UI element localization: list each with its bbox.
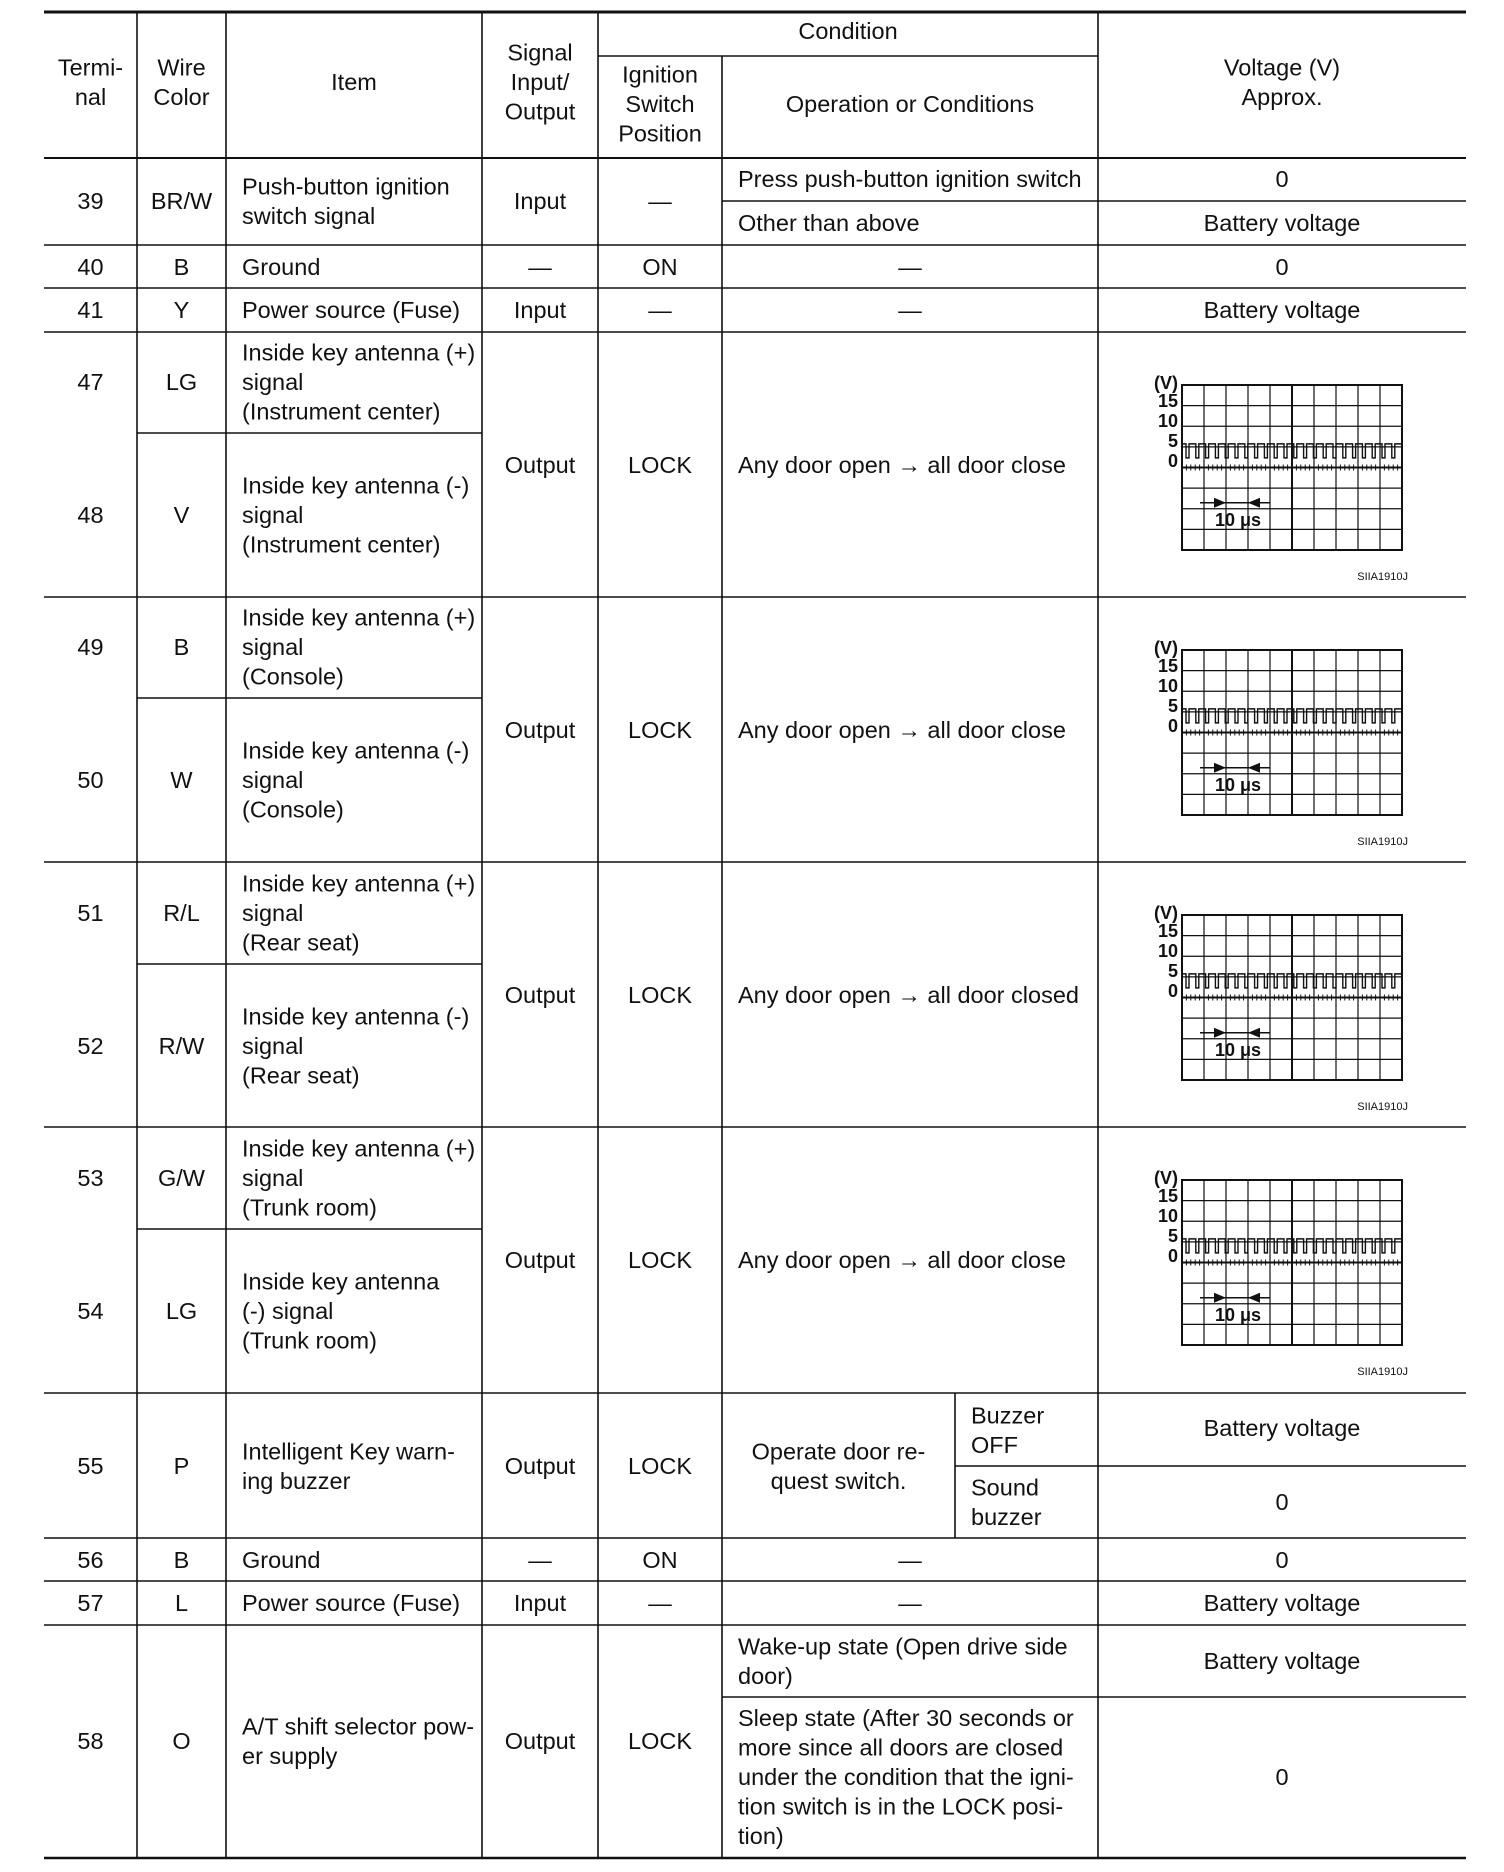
item-cell: A/T shift selector pow- bbox=[242, 1713, 475, 1740]
operation-cell: — bbox=[898, 1547, 922, 1573]
operation-cell: Any door open → all door close bbox=[738, 452, 1066, 478]
item-cell: (Console) bbox=[242, 796, 344, 823]
scope-y-label: 5 bbox=[1167, 696, 1178, 716]
terminal-cell: 57 bbox=[77, 1590, 104, 1616]
item-cell: Inside key antenna (+) bbox=[242, 870, 476, 897]
item-cell: Inside key antenna (-) bbox=[242, 472, 470, 499]
condition-cell: door) bbox=[738, 1662, 793, 1689]
header-ignition: Position bbox=[618, 120, 702, 147]
condition-cell: tion) bbox=[738, 1823, 784, 1849]
item-cell: (Trunk room) bbox=[242, 1327, 377, 1354]
voltage-cell: Battery voltage bbox=[1203, 210, 1361, 236]
item-cell: signal bbox=[242, 900, 304, 926]
terminal-cell: 39 bbox=[77, 188, 104, 214]
header-ignition: Switch bbox=[625, 91, 695, 117]
terminal-cell: 49 bbox=[77, 634, 104, 660]
time-scale-label: 10 μs bbox=[1214, 1304, 1262, 1325]
ignition-cell: ON bbox=[642, 1547, 678, 1573]
scope-y-label: 15 bbox=[1157, 391, 1178, 411]
condition-cell: under the condition that the igni- bbox=[738, 1764, 1074, 1790]
ignition-cell: LOCK bbox=[628, 717, 692, 743]
figure-id: SIIA1910J bbox=[1357, 836, 1408, 848]
header-terminal: Termi- bbox=[57, 54, 124, 81]
item-cell: Inside key antenna (-) bbox=[242, 1003, 470, 1030]
wire-color-cell: L bbox=[174, 1590, 189, 1616]
header-wire-color: Color bbox=[153, 83, 210, 110]
ignition-cell: LOCK bbox=[628, 982, 692, 1008]
waveform-figure bbox=[1154, 638, 1408, 848]
scope-y-label: 0 bbox=[1167, 716, 1178, 736]
scope-y-label: 10 bbox=[1157, 941, 1178, 961]
terminal-cell: 48 bbox=[77, 502, 104, 528]
item-cell: Inside key antenna (-) bbox=[242, 737, 470, 764]
ignition-cell: — bbox=[648, 1590, 672, 1616]
terminal-cell: 41 bbox=[77, 297, 104, 323]
wire-color-cell: W bbox=[170, 767, 193, 793]
item-cell: Intelligent Key warn- bbox=[242, 1438, 455, 1465]
ignition-cell: LOCK bbox=[628, 1247, 692, 1273]
scope-y-label: 15 bbox=[1157, 656, 1178, 676]
item-cell: (Trunk room) bbox=[242, 1194, 377, 1221]
wire-color-cell: LG bbox=[165, 369, 198, 395]
scope-y-label: 10 bbox=[1157, 1206, 1178, 1226]
item-cell: Inside key antenna (+) bbox=[242, 1135, 476, 1162]
item-cell: signal bbox=[242, 502, 304, 528]
scope-y-label: 0 bbox=[1167, 1246, 1178, 1266]
wire-color-cell: G/W bbox=[158, 1165, 205, 1191]
item-cell: signal bbox=[242, 1165, 304, 1191]
sub-condition-cell: OFF bbox=[971, 1431, 1018, 1458]
figure-id: SIIA1910J bbox=[1357, 1101, 1408, 1113]
terminal-cell: 53 bbox=[77, 1165, 104, 1191]
item-cell: Power source (Fuse) bbox=[242, 1590, 461, 1616]
waveform-figure bbox=[1154, 903, 1408, 1113]
figure-id: SIIA1910J bbox=[1357, 1366, 1408, 1378]
scope-y-label: 5 bbox=[1167, 961, 1178, 981]
voltage-cell: 0 bbox=[1275, 166, 1289, 192]
voltage-cell: Battery voltage bbox=[1203, 1415, 1361, 1441]
voltage-cell: Battery voltage bbox=[1203, 1648, 1361, 1674]
condition-cell: Sleep state (After 30 seconds or bbox=[738, 1705, 1074, 1731]
wire-color-cell: B bbox=[173, 634, 190, 660]
header-signal: Input/ bbox=[510, 69, 570, 95]
waveform-figure bbox=[1154, 373, 1408, 583]
signal-cell: Input bbox=[513, 297, 567, 323]
operation-cell: quest switch. bbox=[770, 1467, 907, 1494]
header-signal: Output bbox=[504, 98, 576, 125]
signal-cell: Output bbox=[504, 1247, 576, 1273]
time-scale-label: 10 μs bbox=[1214, 774, 1262, 795]
wire-color-cell: P bbox=[173, 1453, 190, 1479]
voltage-cell: 0 bbox=[1275, 1489, 1289, 1515]
scope-y-label: 0 bbox=[1167, 981, 1178, 1001]
item-cell: (Instrument center) bbox=[242, 531, 441, 558]
voltage-cell: Battery voltage bbox=[1203, 297, 1361, 323]
scope-unit-label: (V) bbox=[1154, 373, 1178, 393]
ignition-cell: — bbox=[648, 297, 672, 323]
operation-cell: Any door open → all door close bbox=[738, 717, 1066, 743]
item-cell: Inside key antenna bbox=[242, 1268, 440, 1295]
item-cell: (Instrument center) bbox=[242, 398, 441, 425]
ignition-cell: ON bbox=[642, 254, 678, 280]
wire-color-cell: B bbox=[173, 254, 190, 280]
signal-cell: Output bbox=[504, 1728, 576, 1754]
waveform-figure bbox=[1154, 1168, 1408, 1378]
terminal-cell: 54 bbox=[77, 1298, 104, 1324]
voltage-cell: 0 bbox=[1275, 1764, 1289, 1790]
signal-cell: Output bbox=[504, 1453, 576, 1479]
wire-color-cell: R/W bbox=[158, 1033, 205, 1059]
terminal-cell: 56 bbox=[77, 1547, 104, 1573]
item-cell: signal bbox=[242, 634, 304, 660]
item-cell: (Rear seat) bbox=[242, 1062, 360, 1089]
item-cell: Inside key antenna (+) bbox=[242, 604, 476, 631]
item-cell: Ground bbox=[242, 254, 321, 280]
time-scale-label: 10 μs bbox=[1214, 509, 1262, 530]
scope-y-label: 15 bbox=[1157, 1186, 1178, 1206]
voltage-cell: Battery voltage bbox=[1203, 1590, 1361, 1616]
condition-cell: tion switch is in the LOCK posi- bbox=[738, 1793, 1064, 1820]
ignition-cell: LOCK bbox=[628, 1453, 692, 1479]
signal-cell: Output bbox=[504, 982, 576, 1008]
item-cell: Power source (Fuse) bbox=[242, 297, 461, 323]
ignition-cell: — bbox=[648, 188, 672, 214]
header-voltage: Approx. bbox=[1241, 83, 1323, 110]
voltage-cell: 0 bbox=[1275, 1547, 1289, 1573]
header-item: Item bbox=[331, 69, 377, 95]
operation-cell: — bbox=[898, 254, 922, 280]
signal-cell: Input bbox=[513, 188, 567, 214]
condition-cell: Other than above bbox=[738, 210, 920, 236]
terminal-cell: 55 bbox=[77, 1453, 104, 1479]
header-condition: Condition bbox=[798, 18, 898, 44]
scope-unit-label: (V) bbox=[1154, 903, 1178, 923]
wire-color-cell: O bbox=[172, 1728, 191, 1754]
sub-condition-cell: buzzer bbox=[971, 1503, 1042, 1530]
condition-cell: Wake-up state (Open drive side bbox=[738, 1633, 1068, 1660]
item-cell: signal bbox=[242, 369, 304, 395]
figure-id: SIIA1910J bbox=[1357, 571, 1408, 583]
voltage-cell: 0 bbox=[1275, 254, 1289, 280]
wire-color-cell: BR/W bbox=[150, 188, 213, 214]
terminal-cell: 52 bbox=[77, 1033, 104, 1059]
operation-cell: — bbox=[898, 1590, 922, 1616]
header-voltage: Voltage (V) bbox=[1223, 54, 1341, 81]
scope-y-label: 5 bbox=[1167, 1226, 1178, 1246]
scope-y-label: 5 bbox=[1167, 431, 1178, 451]
sub-condition-cell: Sound bbox=[971, 1474, 1039, 1501]
item-cell: Push-button ignition bbox=[242, 173, 450, 200]
sub-condition-cell: Buzzer bbox=[971, 1402, 1045, 1429]
header-terminal: nal bbox=[74, 83, 107, 110]
item-cell: ing buzzer bbox=[242, 1467, 351, 1494]
header-ignition: Ignition bbox=[622, 61, 698, 88]
terminal-cell: 58 bbox=[77, 1728, 104, 1754]
header-operation: Operation or Conditions bbox=[785, 91, 1035, 117]
item-cell: Ground bbox=[242, 1547, 321, 1573]
signal-cell: Output bbox=[504, 452, 576, 478]
item-cell: switch signal bbox=[242, 202, 376, 229]
item-cell: er supply bbox=[242, 1742, 338, 1769]
wire-color-cell: LG bbox=[165, 1298, 198, 1324]
signal-cell: Output bbox=[504, 717, 576, 743]
item-cell: (Rear seat) bbox=[242, 929, 360, 956]
wire-color-cell: B bbox=[173, 1547, 190, 1573]
item-cell: signal bbox=[242, 767, 304, 793]
wire-color-cell: R/L bbox=[163, 900, 200, 926]
scope-y-label: 0 bbox=[1167, 451, 1178, 471]
ignition-cell: LOCK bbox=[628, 452, 692, 478]
scope-y-label: 15 bbox=[1157, 921, 1178, 941]
header-signal: Signal bbox=[507, 39, 573, 66]
item-cell: (-) signal bbox=[242, 1298, 334, 1324]
operation-cell: Any door open → all door close bbox=[738, 1247, 1066, 1273]
signal-cell: — bbox=[528, 1547, 552, 1573]
scope-unit-label: (V) bbox=[1154, 1168, 1178, 1188]
scope-unit-label: (V) bbox=[1154, 638, 1178, 658]
time-scale-label: 10 μs bbox=[1214, 1039, 1262, 1060]
operation-cell: Operate door re- bbox=[751, 1438, 926, 1465]
condition-cell: more since all doors are closed bbox=[738, 1734, 1064, 1761]
item-cell: Inside key antenna (+) bbox=[242, 339, 476, 366]
header-wire-color: Wire bbox=[157, 54, 206, 81]
terminal-cell: 51 bbox=[77, 900, 104, 926]
item-cell: (Console) bbox=[242, 663, 344, 690]
scope-y-label: 10 bbox=[1157, 676, 1178, 696]
condition-cell: Press push-button ignition switch bbox=[738, 166, 1082, 192]
signal-cell: — bbox=[528, 254, 552, 280]
terminal-cell: 40 bbox=[77, 254, 104, 280]
item-cell: signal bbox=[242, 1033, 304, 1059]
ignition-cell: LOCK bbox=[628, 1728, 692, 1754]
scope-y-label: 10 bbox=[1157, 411, 1178, 431]
operation-cell: Any door open → all door closed bbox=[738, 982, 1079, 1008]
wire-color-cell: Y bbox=[173, 297, 190, 323]
terminal-cell: 50 bbox=[77, 767, 104, 793]
terminal-cell: 47 bbox=[77, 369, 104, 395]
operation-cell: — bbox=[898, 297, 922, 323]
wire-color-cell: V bbox=[173, 502, 190, 528]
signal-cell: Input bbox=[513, 1590, 567, 1616]
